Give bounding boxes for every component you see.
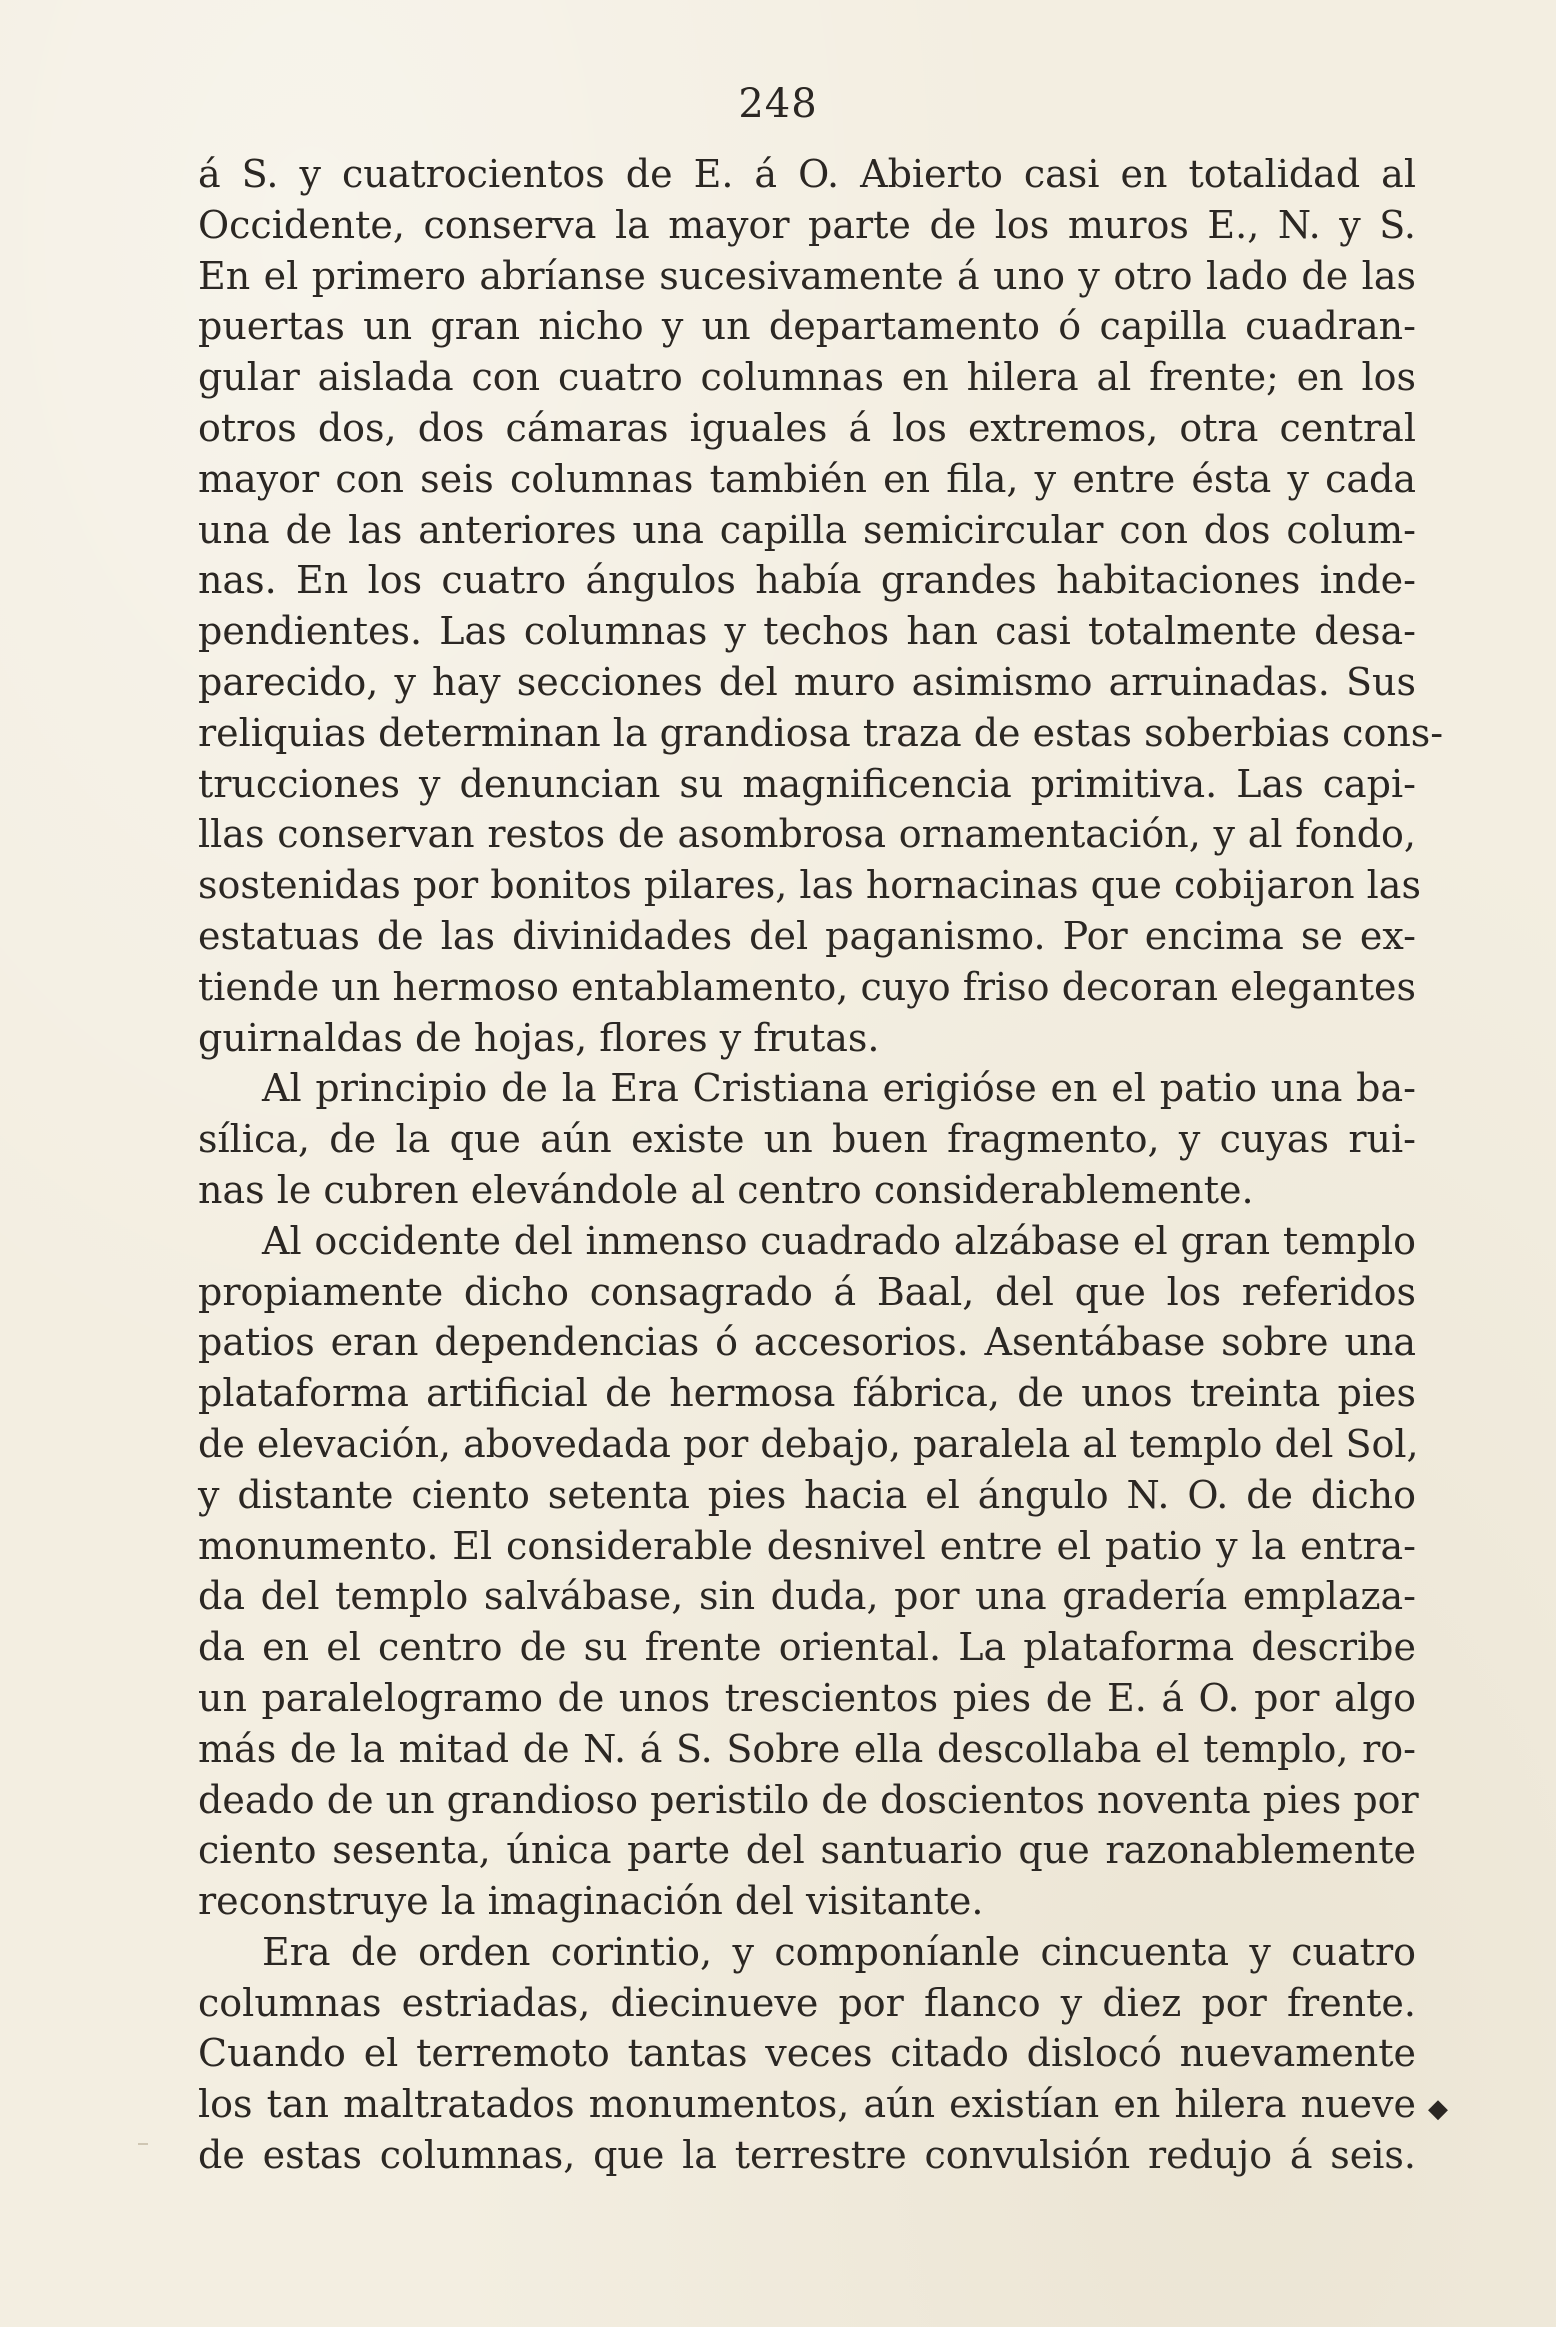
paragraph [198, 1063, 1416, 1215]
text-line: puertas un gran nicho y un departamento ó capilla cuadran- [198, 304, 1416, 349]
text-line: reliquias determinan la grandiosa traza de estas soberbias cons- [198, 710, 1444, 755]
text-line: guirnaldas de hojas, flores y frutas. [198, 1015, 880, 1060]
text-line: ciento sesenta, única parte del santuario que razonablemente [198, 1828, 1416, 1873]
text-line: propiamente dicho consagrado á Baal, del que los referidos [198, 1269, 1416, 1314]
text-line: estatuas de las divinidades del paganismo. Por encima se ex- [198, 913, 1416, 958]
text-line: Occidente, conserva la mayor parte de los muros E., N. y S. [198, 202, 1416, 247]
text-line: parecido, y hay secciones del muro asimismo arruinadas. Sus [198, 659, 1416, 704]
text-line: una de las anteriores una capilla semicircular con dos colum- [198, 507, 1416, 552]
margin-mark-icon: ◆ [1428, 2094, 1448, 2124]
text-line: nas le cubren elevándole al centro considerablemente. [198, 1167, 1254, 1212]
text-line: plataforma artificial de hermosa fábrica, de unos treinta pies [198, 1371, 1416, 1416]
text-line: Era de orden corintio, y componíanle cincuenta y cuatro [262, 1929, 1416, 1974]
text-line: los tan maltratados monumentos, aún existían en hilera nueve [198, 2082, 1416, 2127]
text-line: mayor con seis columnas también en fila, y entre ésta y cada [198, 456, 1416, 501]
stray-mark [138, 2143, 148, 2145]
text-line: á S. y cuatrocientos de E. á O. Abierto casi en totalidad al [198, 152, 1416, 196]
text-line: tiende un hermoso entablamento, cuyo friso decoran elegantes [198, 964, 1416, 1009]
paragraph [198, 1927, 1416, 2181]
text-line: un paralelogramo de unos trescientos pies de E. á O. por algo [198, 1675, 1416, 1720]
text-line: columnas estriadas, diecinueve por flanco y diez por frente. [198, 1980, 1416, 2025]
paragraph [198, 1216, 1419, 1927]
text-line: da del templo salvábase, sin duda, por una gradería emplaza- [198, 1574, 1416, 1619]
text-line: de elevación, abovedada por debajo, paralela al templo del Sol, [198, 1421, 1419, 1466]
text-line: En el primero abríanse sucesivamente á uno y otro lado de las [198, 253, 1416, 298]
text-line: y distante ciento setenta pies hacia el ángulo N. O. de dicho [198, 1472, 1416, 1517]
body-text [198, 149, 1444, 2181]
text-line: nas. En los cuatro ángulos había grandes habitaciones inde- [198, 558, 1416, 603]
text-line: pendientes. Las columnas y techos han casi totalmente desa- [198, 609, 1416, 654]
text-line: gular aislada con cuatro columnas en hilera al frente; en los [198, 355, 1416, 400]
paragraph [198, 149, 1444, 1063]
text-line: llas conservan restos de asombrosa ornamentación, y al fondo, [198, 812, 1416, 857]
text-line: otros dos, dos cámaras iguales á los extremos, otra central [198, 405, 1416, 450]
text-line: Al principio de la Era Cristiana erigióse en el patio una ba- [262, 1066, 1416, 1111]
text-line: da en el centro de su frente oriental. La plataforma describe [198, 1625, 1416, 1670]
text-line: más de la mitad de N. á S. Sobre ella descollaba el templo, ro- [198, 1726, 1416, 1771]
text-line: patios eran dependencias ó accesorios. Asentábase sobre una [198, 1320, 1416, 1365]
text-line: Al occidente del inmenso cuadrado alzábase el gran templo [262, 1218, 1416, 1263]
text-line: de estas columnas, que la terrestre convulsión redujo á seis. [198, 2133, 1416, 2178]
text-line: deado de un grandioso peristilo de doscientos noventa pies por [198, 1777, 1419, 1822]
text-line: reconstruye la imaginación del visitante. [198, 1879, 984, 1924]
text-line: monumento. El considerable desnivel entre el patio y la entra- [198, 1523, 1416, 1568]
text-line: trucciones y denuncian su magnificencia primitiva. Las capi- [198, 761, 1416, 806]
page-number: 248 [738, 81, 818, 127]
text-line: Cuando el terremoto tantas veces citado dislocó nuevamente [198, 2031, 1416, 2076]
text-line: sílica, de la que aún existe un buen fragmento, y cuyas rui- [198, 1117, 1416, 1162]
text-line: sostenidas por bonitos pilares, las hornacinas que cobijaron las [198, 863, 1421, 908]
